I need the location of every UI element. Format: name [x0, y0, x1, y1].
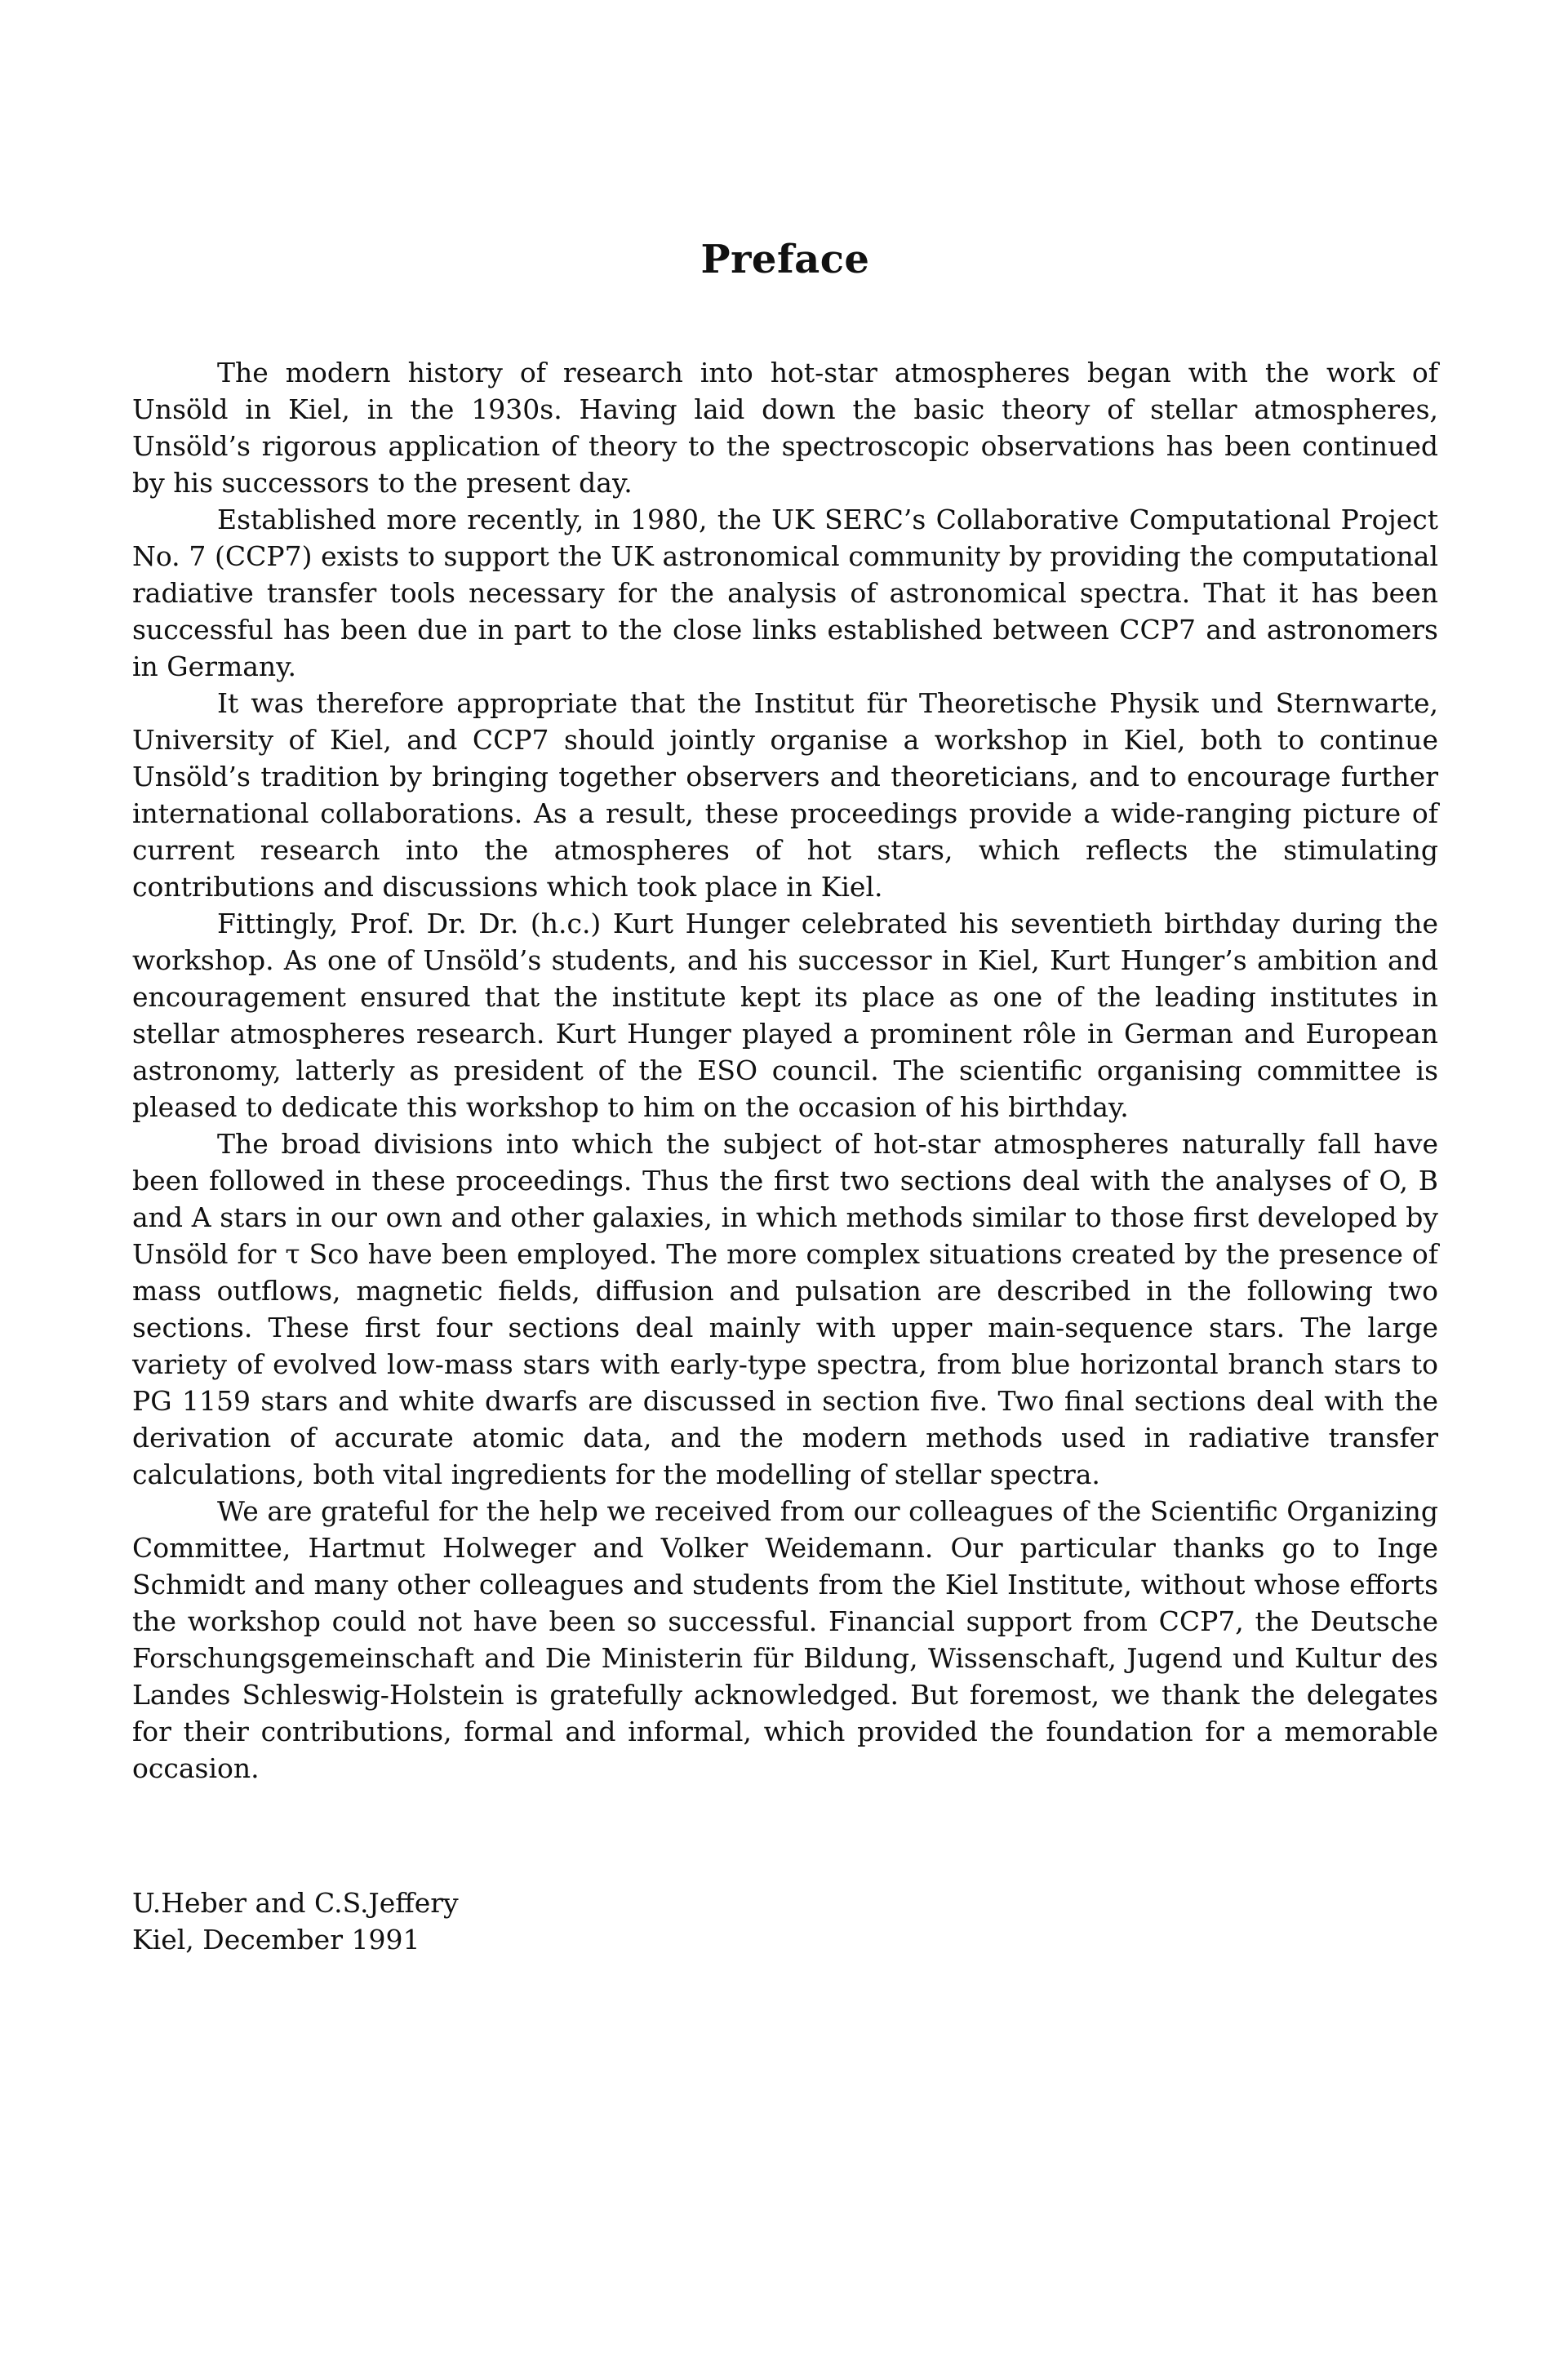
document-page	[132, 237, 1438, 1958]
paragraph-sections: The broad divisions into which the subject of hot-star atmospheres naturally fall have been followed in these proceedings. Thus the first two sections deal with the analyses of O, B and A stars in our own and other galaxies, in which methods similar to those first developed by Unsöld for τ Sco have been employed. The more complex situations created by the presence of mass outflows, magnetic fields, diffusion and pulsation are described in the following two sections. These first four sections deal mainly with upper main-sequence stars. The large variety of evolved low-mass stars with early-type spectra, from blue horizontal branch stars to PG 1159 stars and white dwarfs are discussed in section five. Two final sections deal with the derivation of accurate atomic data, and the modern methods used in radiative transfer calculations, both vital ingredients for the modelling of stellar spectra.	[132, 1128, 1438, 1490]
paragraph-acknowledgements: We are grateful for the help we received from our colleagues of the Scientific Organizing Committee, Hartmut Holweger and Volker Weidemann. Our particular thanks go to Inge Schmidt and many other colleagues and students from the Kiel Institute, without whose efforts the workshop could not have been so successful. Financial support from CCP7, the Deutsche Forschungsgemeinschaft and Die Ministerin für Bildung, Wissenschaft, Jugend und Kultur des Landes Schleswig-Holstein is gratefully acknowledged. But foremost, we thank the delegates for their contributions, formal and informal, which provided the foundation for a memorable occasion.	[132, 1495, 1438, 1784]
paragraph-kurt-hunger: Fittingly, Prof. Dr. Dr. (h.c.) Kurt Hunger celebrated his seventieth birthday during the workshop. As one of Unsöld’s students, and his successor in Kiel, Kurt Hunger’s ambition and encouragement ensured that the institute kept its place as one of the leading institutes in stellar atmospheres research. Kurt Hunger played a prominent rôle in German and European astronomy, latterly as president of the ESO council. The scientific organising committee is pleased to dedicate this workshop to him on the occasion of his birthday.	[132, 908, 1438, 1123]
paragraph-ccp7: Established more recently, in 1980, the UK SERC’s Collaborative Computational Project No. 7 (CCP7) exists to support the UK astronomical community by providing the computational radiative transfer tools necessary for the analysis of astronomical spectra. That it has been successful has been due in part to the close links established between CCP7 and astronomers in Germany.	[132, 504, 1438, 682]
signature-block	[132, 1885, 1438, 1958]
preface-body	[132, 354, 1438, 1787]
paragraph-workshop: It was therefore appropriate that the Institut für Theoretische Physik und Sternwarte, University of Kiel, and CCP7 should jointly organise a workshop in Kiel, both to continue Unsöld’s tradition by bringing together observers and theoreticians, and to encourage further international collaborations. As a result, these proceedings provide a wide-ranging picture of current research into the atmospheres of hot stars, which reflects the stimulating contributions and discussions which took place in Kiel.	[132, 687, 1438, 903]
signature-authors: U.Heber and C.S.Jeffery	[132, 1887, 459, 1919]
paragraph-history: The modern history of research into hot-star atmospheres began with the work of Unsöld in Kiel, in the 1930s. Having laid down the basic theory of stellar atmospheres, Unsöld’s rigorous application of theory to the spectroscopic observations has been continued by his successors to the present day.	[132, 357, 1438, 499]
signature-place-date: Kiel, December 1991	[132, 1924, 420, 1956]
page-title: Preface	[700, 237, 870, 282]
